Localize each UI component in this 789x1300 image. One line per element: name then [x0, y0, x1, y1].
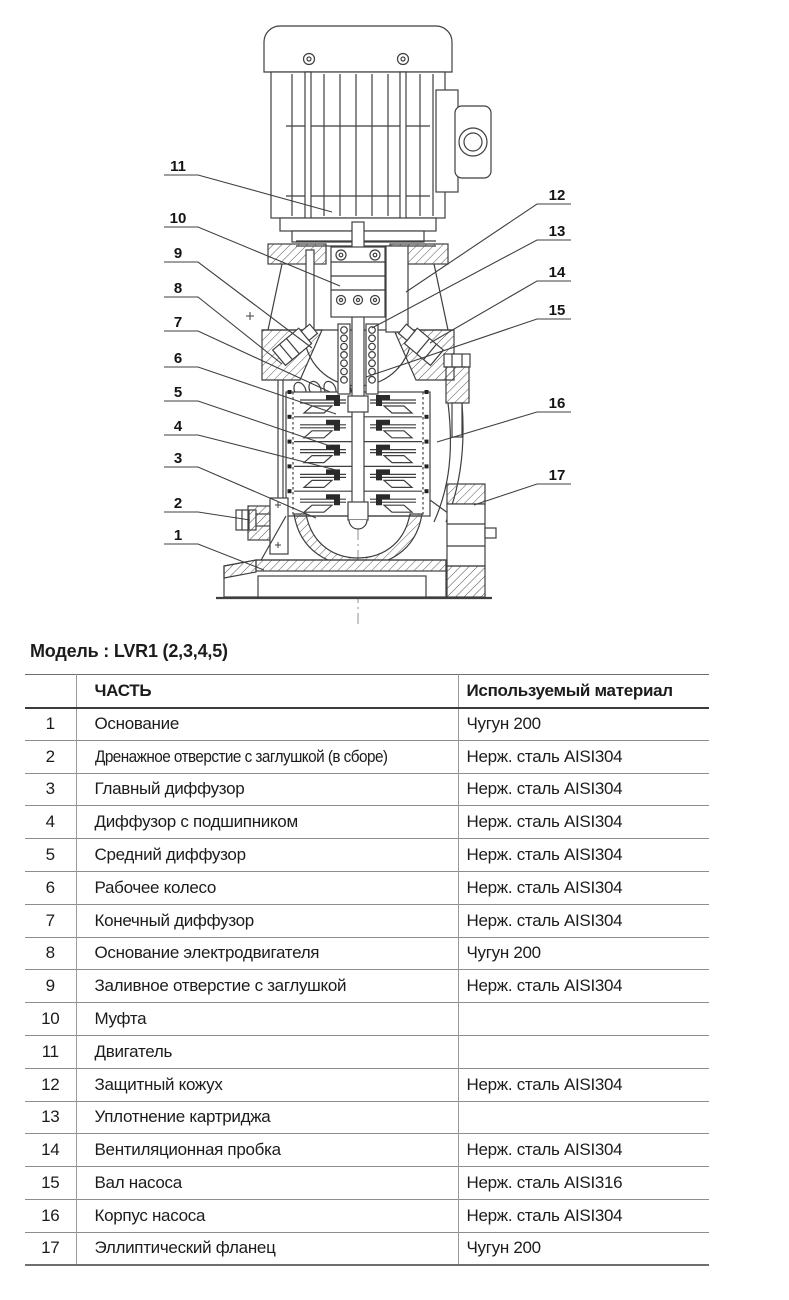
- part-name: Муфта: [94, 1009, 147, 1029]
- part-number: 11: [25, 1035, 76, 1068]
- table-row-10: [25, 1003, 709, 1036]
- pump-cutaway-diagram: [0, 0, 789, 640]
- table-row-4: [25, 806, 709, 839]
- part-material: [458, 1035, 709, 1068]
- table-row-5: [25, 839, 709, 872]
- elliptical-flange: [447, 484, 496, 597]
- parts-table: [25, 674, 709, 1266]
- table-row-8: [25, 937, 709, 970]
- table-row-9: [25, 970, 709, 1003]
- part-number: 4: [25, 806, 76, 839]
- table-row-2: [25, 740, 709, 773]
- part-number: 2: [25, 740, 76, 773]
- part-name: Средний диффузор: [94, 845, 246, 865]
- part-number: 14: [25, 1134, 76, 1167]
- part-name: Дренажное отверстие с заглушкой (в сборе): [94, 746, 387, 766]
- part-number: 9: [25, 970, 76, 1003]
- part-name: Вентиляционная пробка: [94, 1140, 281, 1160]
- header-number: [25, 675, 76, 708]
- part-name: Основание: [94, 714, 179, 734]
- fan-cover: [264, 26, 452, 72]
- callout-number-12: 12: [548, 187, 566, 204]
- part-name: Конечный диффузор: [94, 910, 254, 930]
- part-number: 10: [25, 1003, 76, 1036]
- table-row-15: [25, 1167, 709, 1200]
- part-number: 13: [25, 1101, 76, 1134]
- part-number: 17: [25, 1232, 76, 1265]
- header-part: ЧАСТЬ: [76, 675, 458, 708]
- table-row-1: [25, 708, 709, 741]
- part-number: 3: [25, 773, 76, 806]
- callout-number-5: 5: [173, 384, 183, 401]
- part-number: 15: [25, 1167, 76, 1200]
- part-material: Нерж. сталь AISI304: [466, 976, 623, 996]
- part-number: 5: [25, 839, 76, 872]
- part-material: Нерж. сталь AISI304: [466, 812, 623, 832]
- part-material: Нерж. сталь AISI304: [466, 910, 623, 930]
- part-material: Чугун 200: [466, 714, 541, 734]
- callout-number-7: 7: [173, 314, 183, 331]
- callout-leader-17: [474, 484, 571, 505]
- part-material: Нерж. сталь AISI304: [466, 779, 623, 799]
- callout-number-3: 3: [173, 450, 183, 467]
- part-name: Основание электродвигателя: [94, 943, 320, 963]
- callout-number-11: 11: [170, 158, 186, 175]
- part-material: Нерж. сталь AISI316: [466, 1173, 623, 1193]
- part-number: 7: [25, 904, 76, 937]
- part-name: Эллиптический фланец: [94, 1238, 276, 1258]
- part-number: 1: [25, 708, 76, 741]
- part-number: 16: [25, 1199, 76, 1232]
- part-name: Вал насоса: [94, 1173, 182, 1193]
- part-material: Нерж. сталь AISI304: [466, 1205, 623, 1225]
- part-number: 6: [25, 871, 76, 904]
- part-name: Корпус насоса: [94, 1205, 206, 1225]
- table-row-12: [25, 1068, 709, 1101]
- callout-number-14: 14: [548, 264, 566, 281]
- callout-number-10: 10: [169, 210, 187, 227]
- callout-number-15: 15: [548, 302, 566, 319]
- part-name: Уплотнение картриджа: [94, 1107, 271, 1127]
- part-number: 8: [25, 937, 76, 970]
- part-material: Чугун 200: [466, 943, 541, 963]
- part-name: Защитный кожух: [94, 1074, 223, 1094]
- callout-number-2: 2: [173, 495, 183, 512]
- callout-number-9: 9: [173, 245, 183, 262]
- part-material: Чугун 200: [466, 1238, 541, 1258]
- callout-number-17: 17: [548, 467, 566, 484]
- part-material: Нерж. сталь AISI304: [466, 1074, 623, 1094]
- callout-number-16: 16: [548, 395, 566, 412]
- table-row-3: [25, 773, 709, 806]
- table-row-17: [25, 1232, 709, 1265]
- part-name: Рабочее колесо: [94, 877, 217, 897]
- callout-number-1: 1: [173, 527, 183, 544]
- table-row-7: [25, 904, 709, 937]
- part-name: Диффузор с подшипником: [94, 812, 298, 832]
- table-row-11: [25, 1035, 709, 1068]
- callout-number-13: 13: [548, 223, 566, 240]
- table-row-13: [25, 1101, 709, 1134]
- header-material: Используемый материал: [466, 680, 673, 700]
- guard-plate-left: [306, 250, 314, 332]
- part-name: Заливное отверстие с заглушкой: [94, 976, 347, 996]
- part-material: [458, 1003, 709, 1036]
- table-row-6: [25, 871, 709, 904]
- table-header-row: [25, 675, 709, 708]
- cable-gland: [459, 128, 487, 156]
- part-number: 12: [25, 1068, 76, 1101]
- motor: [264, 26, 491, 242]
- part-name: Главный диффузор: [94, 779, 245, 799]
- part-material: [458, 1101, 709, 1134]
- part-material: Нерж. сталь AISI304: [466, 877, 623, 897]
- model-title: Модель : LVR1 (2,3,4,5): [30, 641, 228, 661]
- callout-number-8: 8: [173, 280, 183, 297]
- part-material: Нерж. сталь AISI304: [466, 746, 623, 766]
- table-row-16: [25, 1199, 709, 1232]
- part-material: Нерж. сталь AISI304: [466, 845, 623, 865]
- callout-number-6: 6: [173, 350, 183, 367]
- part-material: Нерж. сталь AISI304: [466, 1140, 623, 1160]
- part-name: Двигатель: [94, 1041, 173, 1061]
- callout-number-4: 4: [173, 418, 183, 435]
- table-row-14: [25, 1134, 709, 1167]
